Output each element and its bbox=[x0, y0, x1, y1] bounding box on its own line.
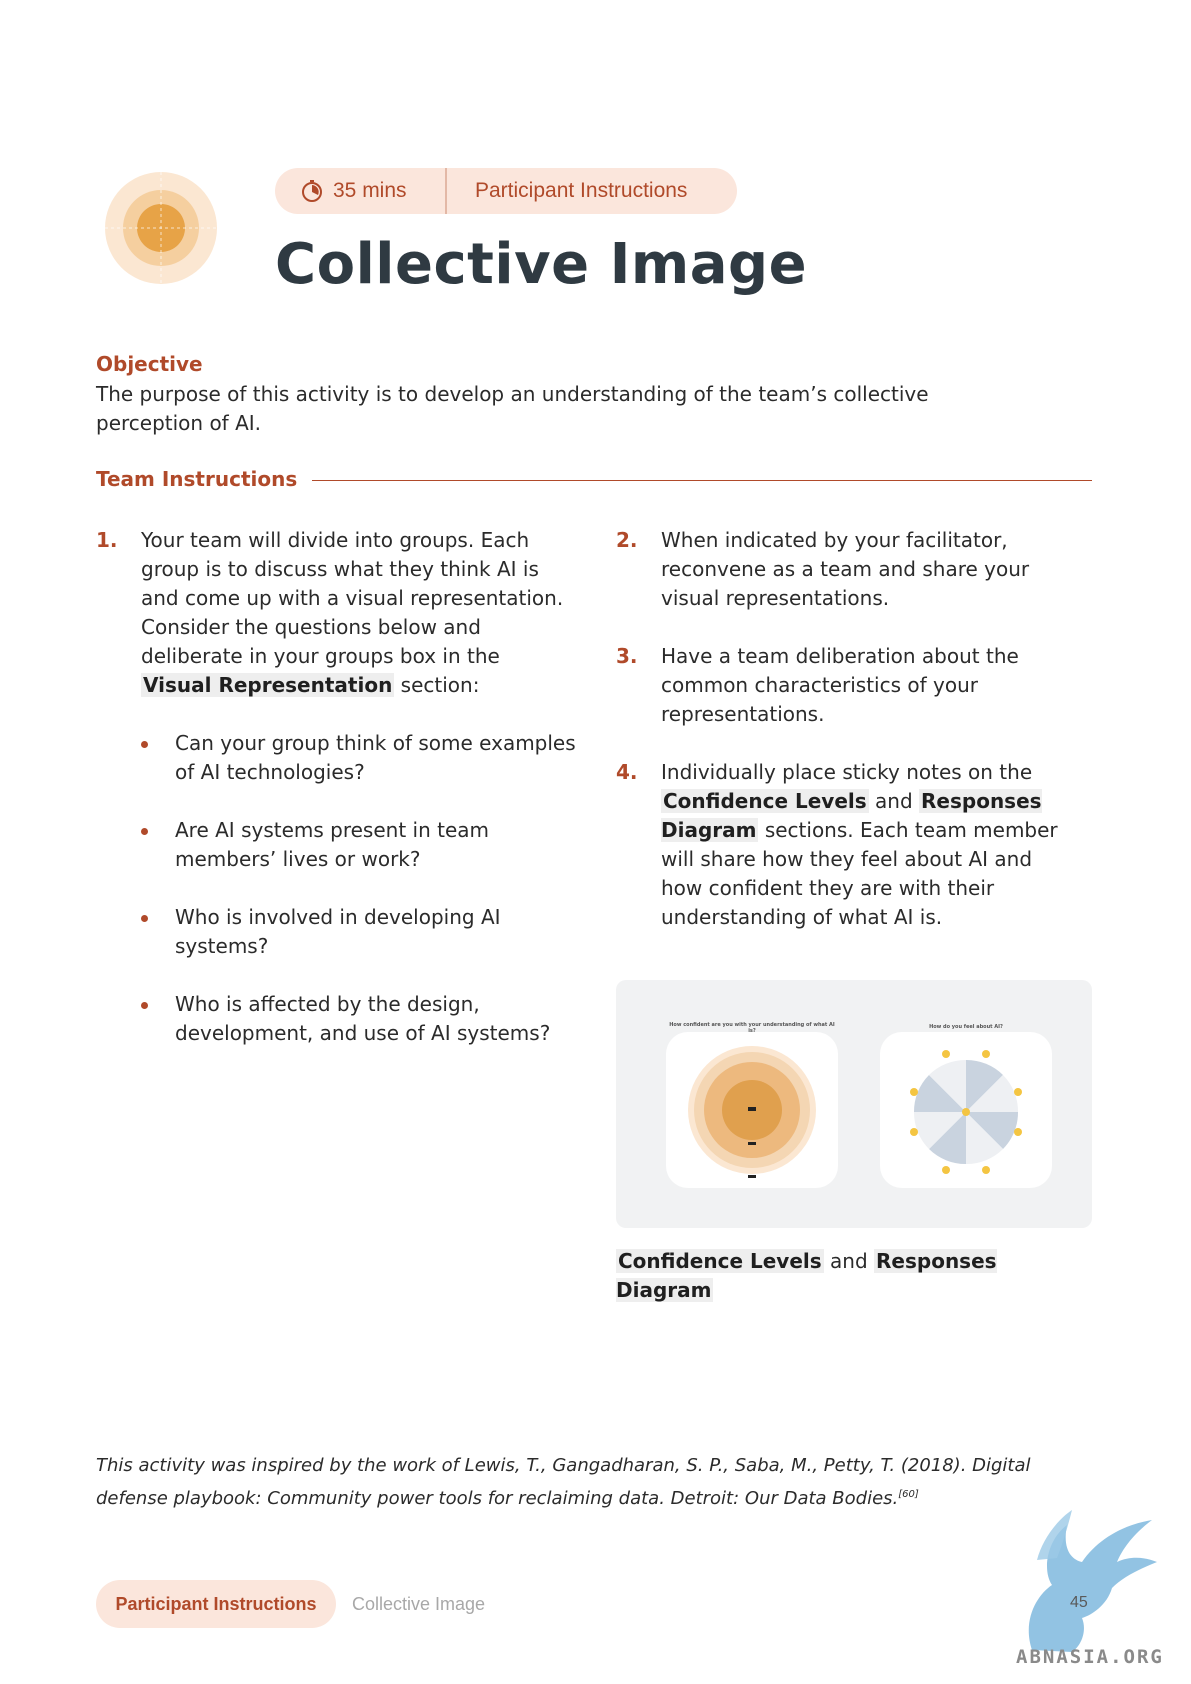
question-list bbox=[141, 729, 576, 1048]
step-number: 1. bbox=[96, 528, 118, 552]
bullet-icon bbox=[141, 915, 148, 922]
footer-section-pill[interactable]: Participant Instructions bbox=[96, 1580, 336, 1628]
objective-text: The purpose of this activity is to develop an understanding of the team’s collective perception of AI. bbox=[96, 382, 929, 435]
step-4-pre: Individually place sticky notes on the bbox=[661, 760, 1033, 784]
diagram-preview bbox=[616, 980, 1092, 1228]
reference-number: [60] bbox=[898, 1489, 919, 1500]
attribution bbox=[96, 1451, 1096, 1513]
bullet-icon bbox=[141, 828, 148, 835]
step-number: 3. bbox=[616, 644, 638, 668]
confidence-question: How confident are you with your understanding of what AI is? bbox=[669, 1022, 835, 1034]
pegasus-watermark-icon bbox=[1012, 1500, 1162, 1665]
duration bbox=[275, 179, 445, 203]
activity-meta-pill bbox=[275, 168, 737, 214]
right-column bbox=[616, 526, 1066, 932]
team-instructions-heading: Team Instructions bbox=[96, 467, 298, 491]
step-1 bbox=[96, 526, 576, 700]
step-number: 4. bbox=[616, 760, 638, 784]
visual-representation-highlight: Visual Representation bbox=[143, 673, 393, 697]
diagram-caption: Confidence Levels and Responses Diagram bbox=[616, 1249, 997, 1302]
responses-question: How do you feel about AI? bbox=[929, 1024, 1003, 1030]
objective-heading: Objective bbox=[96, 352, 203, 376]
footer-breadcrumb[interactable]: Collective Image bbox=[352, 1594, 486, 1614]
list-item: Who is involved in developing AI systems? bbox=[141, 903, 576, 961]
step-2-text: When indicated by your facilitator, reconvene as a team and share your visual representations. bbox=[661, 528, 1030, 610]
confidence-levels-card bbox=[666, 1022, 838, 1188]
responses-diagram-highlight: Responses Diagram bbox=[661, 789, 1042, 842]
caption-confidence-levels: Confidence Levels bbox=[618, 1249, 822, 1273]
responses-wheel-icon bbox=[880, 1032, 1052, 1188]
page-title: Collective Image bbox=[275, 232, 808, 297]
bullet-icon bbox=[141, 741, 148, 748]
list-item: Are AI systems present in team members’ lives or work? bbox=[141, 816, 576, 874]
step-3 bbox=[616, 642, 1066, 729]
attribution-text: This activity was inspired by the work of Lewis, T., Gangadharan, S. P., Saba, M., Petty, T. (2018). Digital defense playbook: Community power tools for reclaiming data. Detroit: Our Data Bodies. bbox=[96, 1455, 1031, 1509]
confidence-levels-highlight: Confidence Levels bbox=[663, 789, 867, 813]
duration-label: 35 mins bbox=[333, 179, 407, 202]
step-3-text: Have a team deliberation about the common characteristics of your representations. bbox=[661, 644, 1019, 726]
heading-rule bbox=[312, 480, 1092, 481]
activity-target-icon bbox=[105, 172, 217, 284]
step-1-text: Your team will divide into groups. Each group is to discuss what they think AI is and come up with a visual representation. Consider the questions below and deliberate in your groups box in the bbox=[141, 528, 564, 668]
step-2 bbox=[616, 526, 1066, 613]
step-4: 4. Individually place sticky notes on the Confidence Levels and Responses Diagram sections. Each team member will share how they feel about AI and how confident they are with their understanding of what AI is. bbox=[616, 758, 1066, 932]
list-item: Who is affected by the design, development, and use of AI systems? bbox=[141, 990, 576, 1048]
timer-icon bbox=[301, 180, 323, 202]
responses-card bbox=[880, 1024, 1052, 1188]
list-item: Can your group think of some examples of AI technologies? bbox=[141, 729, 576, 787]
left-column bbox=[96, 526, 576, 1077]
confidence-target-icon bbox=[666, 1032, 838, 1188]
watermark-text: ABNASIA.ORG bbox=[1016, 1646, 1164, 1668]
page-number: 45 bbox=[1070, 1594, 1088, 1611]
audience-label: Participant Instructions bbox=[475, 179, 688, 202]
caption-responses-diagram: Responses Diagram bbox=[616, 1249, 997, 1302]
step-4-post: sections. Each team member will share how they feel about AI and how confident they are with their understanding of what AI is. bbox=[661, 818, 1058, 929]
step-number: 2. bbox=[616, 528, 638, 552]
step-1-tail: section: bbox=[400, 673, 480, 697]
bullet-icon bbox=[141, 1002, 148, 1009]
